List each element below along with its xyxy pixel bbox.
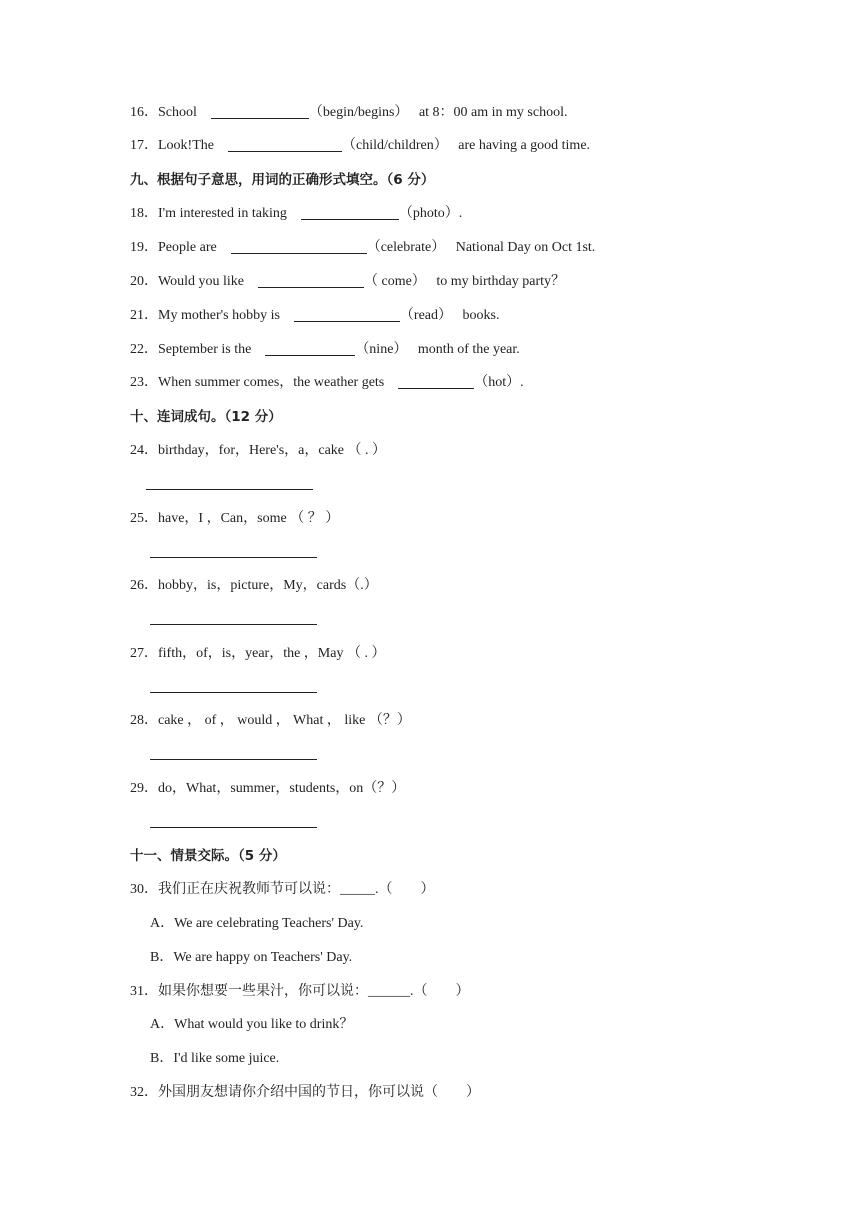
question-text: 如果你想要一些果汁，你可以说：______.（ ）	[158, 984, 470, 999]
word-hint: （photo）	[398, 206, 459, 221]
question-number: 19．	[130, 240, 158, 255]
question-number: 26．	[130, 578, 158, 593]
question-text: Would you like	[158, 274, 244, 289]
question-text: are having a good time.	[458, 138, 591, 153]
question-number: 21．	[130, 308, 158, 323]
option-a[interactable]: A．What would you like to drink？	[150, 1017, 354, 1032]
question-text: at 8：00 am in my school.	[418, 105, 568, 120]
question-30	[130, 881, 435, 899]
word-hint: （begin/begins）	[308, 105, 409, 120]
answer-blank[interactable]	[398, 374, 474, 389]
word-list: fifth，of，is，year，the ，May （ . ）	[158, 646, 386, 661]
question-number: 32．	[130, 1085, 158, 1100]
question-number: 27．	[130, 646, 158, 661]
word-hint: （read）	[399, 308, 453, 323]
answer-line[interactable]	[150, 557, 317, 558]
section-heading-ten: 十、连词成句。（12 分）	[130, 409, 282, 425]
question-text: books.	[462, 308, 500, 323]
question-22	[130, 341, 520, 359]
answer-blank[interactable]	[258, 273, 364, 288]
question-number: 18．	[130, 206, 158, 221]
question-32	[130, 1084, 480, 1102]
question-18	[130, 205, 462, 223]
question-number: 30．	[130, 882, 158, 897]
question-25	[130, 510, 339, 528]
word-hint: （ come）	[363, 274, 426, 289]
question-19	[130, 239, 595, 257]
answer-blank[interactable]	[228, 137, 342, 152]
question-text: to my birthday party？	[436, 274, 566, 289]
answer-line[interactable]	[150, 624, 317, 625]
question-text: When summer comes，the weather gets	[158, 375, 385, 390]
question-text: School	[158, 105, 197, 120]
word-list: birthday，for，Here's，a，cake （ . ）	[158, 443, 387, 458]
word-hint: （celebrate）	[366, 240, 446, 255]
question-24	[130, 442, 386, 460]
question-number: 25．	[130, 511, 158, 526]
answer-line[interactable]	[150, 692, 317, 693]
question-text: My mother's hobby is	[158, 308, 280, 323]
question-29	[130, 780, 405, 798]
section-heading-nine: 九、根据句子意思，用词的正确形式填空。（6 分）	[130, 172, 435, 188]
answer-blank[interactable]	[231, 239, 367, 254]
option-b[interactable]: B．I'd like some juice.	[150, 1051, 280, 1066]
question-text: .	[520, 375, 524, 390]
question-text: I'm interested in taking	[158, 206, 287, 221]
word-hint: （hot）	[474, 375, 521, 390]
question-17	[130, 137, 590, 155]
question-text: Look!The	[158, 138, 214, 153]
question-16	[130, 104, 567, 122]
word-list: cake ， of ， would ， What ， like （？）	[158, 713, 411, 728]
question-number: 29．	[130, 781, 158, 796]
question-number: 22．	[130, 342, 158, 357]
word-list: hobby，is，picture，My，cards（.）	[158, 578, 378, 593]
question-text: 我们正在庆祝教师节可以说：_____.（ ）	[158, 882, 435, 897]
answer-line[interactable]	[150, 759, 317, 760]
question-number: 20．	[130, 274, 158, 289]
option-a[interactable]: A．We are celebrating Teachers' Day.	[150, 916, 364, 931]
question-number: 16．	[130, 105, 158, 120]
question-number: 31．	[130, 984, 158, 999]
question-28	[130, 712, 411, 730]
answer-line[interactable]	[150, 827, 317, 828]
question-text: 外国朋友想请你介绍中国的节日，你可以说（ ）	[158, 1085, 480, 1100]
question-26	[130, 577, 378, 595]
question-27	[130, 645, 385, 663]
question-number: 17．	[130, 138, 158, 153]
answer-blank[interactable]	[265, 341, 355, 356]
question-text: National Day on Oct 1st.	[455, 240, 596, 255]
question-21	[130, 307, 499, 325]
word-hint: （child/children）	[341, 138, 448, 153]
answer-blank[interactable]	[301, 205, 399, 220]
answer-blank[interactable]	[211, 104, 309, 119]
word-list: do，What，summer，students，on（？）	[158, 781, 406, 796]
word-hint: （nine）	[355, 342, 408, 357]
question-text: People are	[158, 240, 217, 255]
option-b[interactable]: B．We are happy on Teachers' Day.	[150, 950, 353, 965]
question-number: 28．	[130, 713, 158, 728]
question-number: 23．	[130, 375, 158, 390]
question-text: month of the year.	[417, 342, 520, 357]
section-heading-eleven: 十一、情景交际。（5 分）	[130, 848, 286, 864]
question-31	[130, 983, 470, 1001]
answer-line[interactable]	[146, 489, 313, 490]
question-text: September is the	[158, 342, 252, 357]
question-20	[130, 273, 565, 291]
question-text: .	[458, 206, 463, 221]
question-23	[130, 374, 524, 392]
question-number: 24．	[130, 443, 158, 458]
word-list: have，I ，Can，some （ ？ ）	[158, 511, 340, 526]
answer-blank[interactable]	[294, 307, 400, 322]
